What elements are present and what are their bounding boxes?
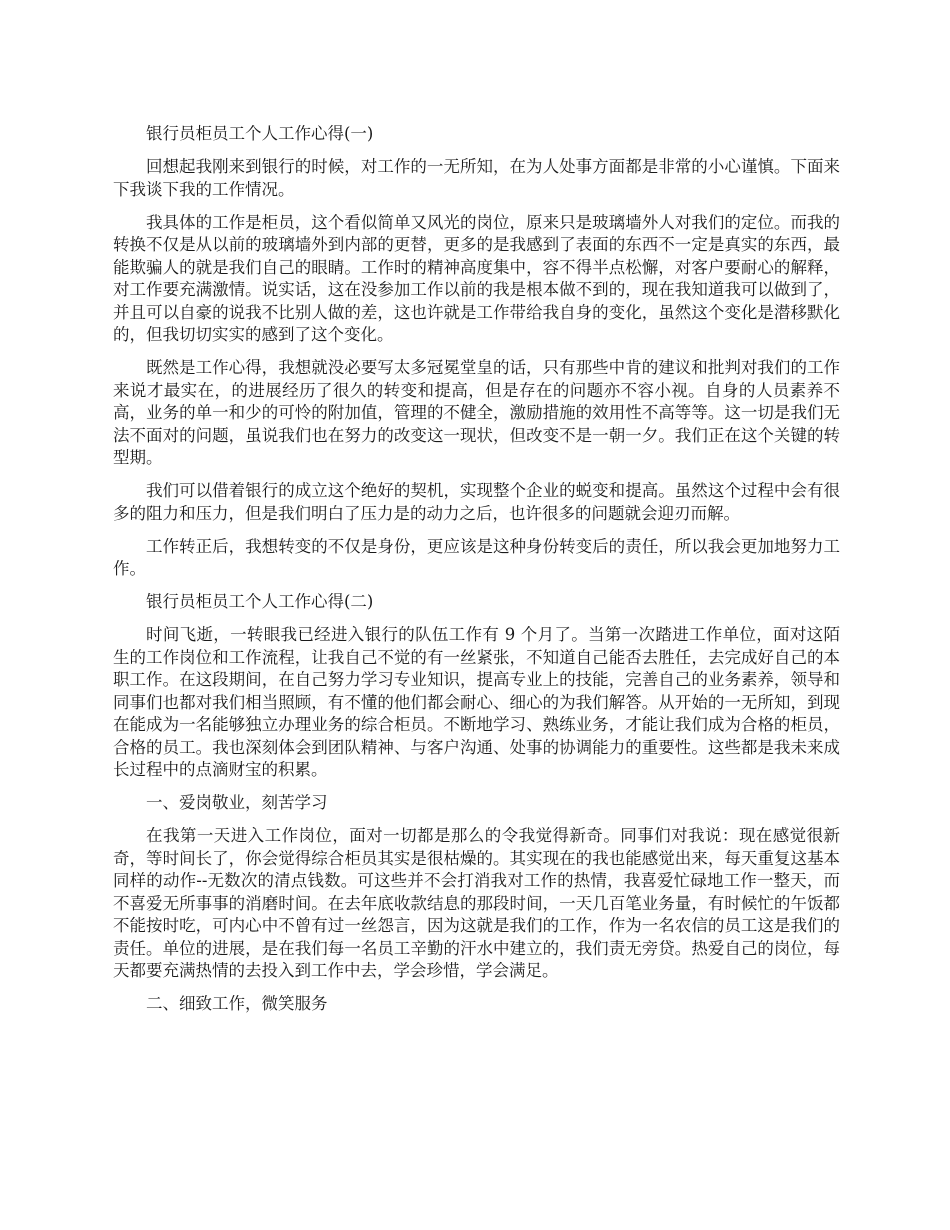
paragraph: 回想起我刚来到银行的时候，对工作的一无所知，在为人处事方面都是非常的小心谨慎。下面来下我谈下我的工作情况。 bbox=[113, 157, 840, 199]
section-heading-2: 银行员柜员工个人工作心得(二) bbox=[146, 592, 374, 611]
paragraph: 时间飞逝，一转眼我已经进入银行的队伍工作有 9 个月了。当第一次踏进工作单位，面对这陌生的工作岗位和工作流程，让我自己不觉的有一丝紧张，不知道自己能否去胜任，去完成好自己的本职工作。在这段期间，在自己努力学习专业知识，提高专业上的技能，完善自己的业务素养，领导和同事们也都对我们相当照顾，有不懂的他们都会耐心、细心的为我们解答。从开始的一无所知，到现在能成为一名能够独立办理业务的综合柜员。不断地学习、熟练业务，才能让我们成为合格的柜员，合格的员工。我也深刻体会到团队精神、与客户沟通、处事的协调能力的重要性。这些都是我未来成长过程中的点滴财宝的积累。 bbox=[113, 625, 840, 779]
subsection-heading-1: 一、爱岗敬业，刻苦学习 bbox=[146, 793, 328, 812]
section-heading-1: 银行员柜员工个人工作心得(一) bbox=[146, 124, 374, 143]
paragraph: 我们可以借着银行的成立这个绝好的契机，实现整个企业的蜕变和提高。虽然这个过程中会有很多的阻力和压力，但是我们明白了压力是的动力之后，也许很多的问题就会迎刃而解。 bbox=[113, 481, 840, 523]
paragraph: 既然是工作心得，我想就没必要写太多冠冕堂皇的话，只有那些中肯的建议和批判对我们的工作来说才最实在，的进展经历了很久的转变和提高，但是存在的问题亦不容小视。自身的人员素养不高，业务的单一和少的可怜的附加值，管理的不健全，激励措施的效用性不高等等。这一切是我们无法不面对的问题，虽说我们也在努力的改变这一现状，但改变不是一朝一夕。我们正在这个关键的转型期。 bbox=[113, 358, 840, 467]
paragraph: 我具体的工作是柜员，这个看似简单又风光的岗位，原来只是玻璃墙外人对我们的定位。而我的转换不仅是从以前的玻璃墙外到内部的更替，更多的是我感到了表面的东西不一定是真实的东西，最能欺骗人的就是我们自己的眼睛。工作时的精神高度集中，容不得半点松懈，对客户要耐心的解释，对工作要充满激情。说实话，这在没参加工作以前的我是根本做不到的，现在我知道我可以做到了，并且可以自豪的说我不比别人做的差，这也许就是工作带给我自身的变化，虽然这个变化是潜移默化的，但我切切实实的感到了这个变化。 bbox=[113, 212, 840, 344]
paragraph: 在我第一天进入工作岗位，面对一切都是那么的令我觉得新奇。同事们对我说：现在感觉很新奇，等时间长了，你会觉得综合柜员其实是很枯燥的。其实现在的我也能感觉出来，每天重复这基本同样的动作--无数次的清点钱数。可这些并不会打消我对工作的热情，我喜爱忙碌地工作一整天，而不喜爱无所事事的消磨时间。在去年底收款结息的那段时间，一天几百笔业务量，有时候忙的午饭都不能按时吃，可内心中不曾有过一丝怨言，因为这就是我们的工作，作为一名农信的员工这是我们的责任。单位的进展，是在我们每一名员工辛勤的汗水中建立的，我们责无旁贷。热爱自己的岗位，每天都要充满热情的去投入到工作中去，学会珍惜，学会满足。 bbox=[113, 826, 840, 980]
paragraph: 工作转正后，我想转变的不仅是身份，更应该是这种身份转变后的责任，所以我会更加地努力工作。 bbox=[113, 536, 840, 578]
subsection-heading-2: 二、细致工作，微笑服务 bbox=[146, 994, 328, 1013]
document-page bbox=[113, 123, 840, 1026]
